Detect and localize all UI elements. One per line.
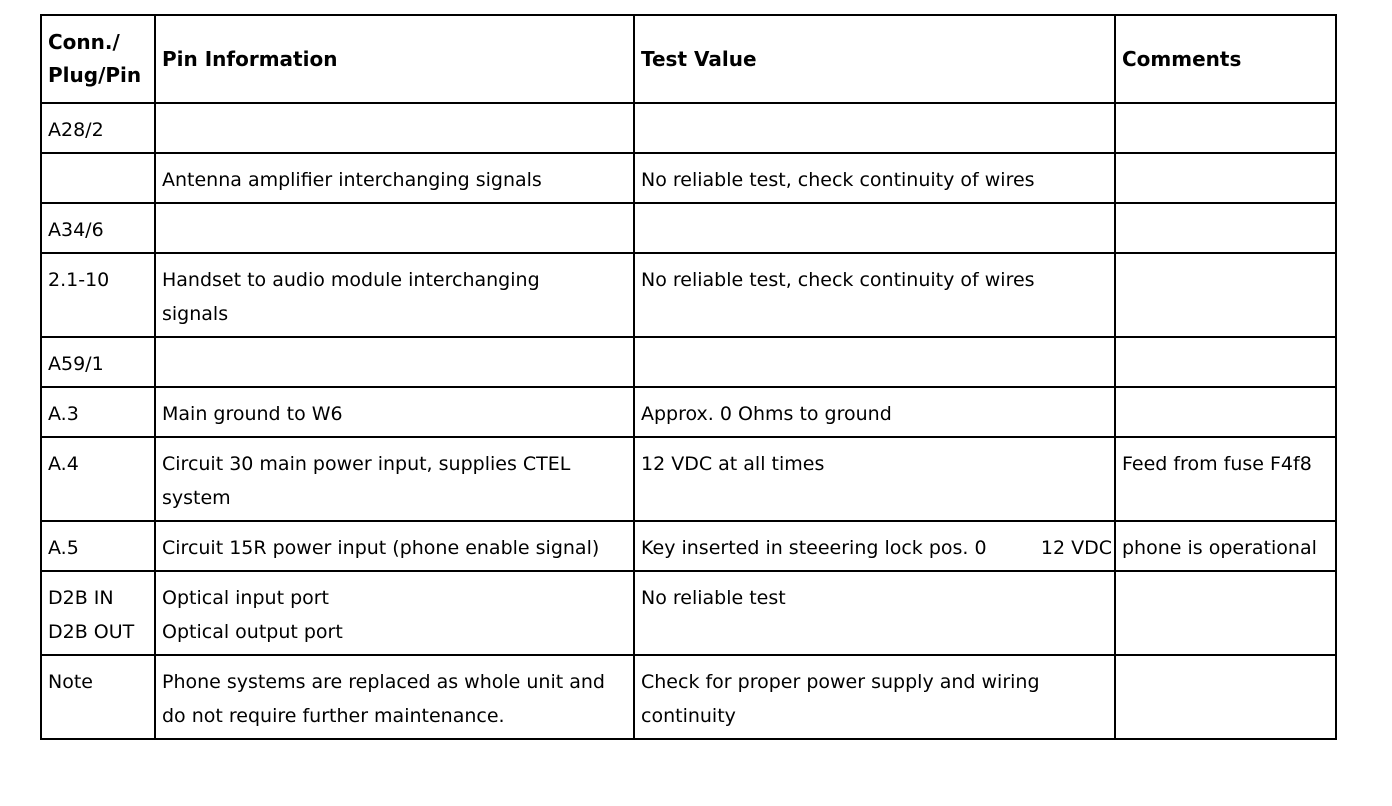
note-row: [41, 655, 1336, 739]
table-row: [41, 203, 1336, 253]
pin-info-cell: [155, 203, 634, 253]
pin-info-cell: Handset to audio module interchanging signals: [155, 253, 634, 337]
test-value-cell: [634, 521, 1115, 571]
test-value-voltage: 12 VDC: [1040, 537, 1112, 559]
conn-cell: A.4: [41, 437, 155, 521]
pin-info-cell: Main ground to W6: [155, 387, 634, 437]
comments-cell: [1115, 253, 1336, 337]
conn-cell: A28/2: [41, 103, 155, 153]
test-value-cell: [634, 203, 1115, 253]
conn-cell: A59/1: [41, 337, 155, 387]
comments-cell: [1115, 153, 1336, 203]
test-value-cell: [634, 103, 1115, 153]
comments-cell: [1115, 571, 1336, 655]
pin-info-cell: Antenna amplifier interchanging signals: [155, 153, 634, 203]
test-value-cell: Check for proper power supply and wiring continuity: [634, 655, 1115, 739]
table-row: [41, 103, 1336, 153]
pin-info-cell: Circuit 30 main power input, supplies CTEL system: [155, 437, 634, 521]
header-comments: Comments: [1115, 15, 1336, 103]
pin-info-cell: [155, 337, 634, 387]
test-value-cell: No reliable test: [634, 571, 1115, 655]
comments-cell: [1115, 337, 1336, 387]
table-row: [41, 387, 1336, 437]
test-value-cell: Approx. 0 Ohms to ground: [634, 387, 1115, 437]
conn-cell: A.3: [41, 387, 155, 437]
test-value-cell: [634, 337, 1115, 387]
comments-cell: phone is operational: [1115, 521, 1336, 571]
table-row: [41, 437, 1336, 521]
header-pin-information: Pin Information: [155, 15, 634, 103]
comments-cell: Feed from fuse F4f8: [1115, 437, 1336, 521]
test-value-cell: 12 VDC at all times: [634, 437, 1115, 521]
pin-info-cell: Phone systems are replaced as whole unit and do not require further maintenance.: [155, 655, 634, 739]
pin-info-cell: Circuit 15R power input (phone enable signal): [155, 521, 634, 571]
table-row: [41, 253, 1336, 337]
pin-information-table: [40, 14, 1337, 740]
pin-info-cell: [155, 103, 634, 153]
test-value-condition: Key inserted in steeering lock pos. 0: [641, 537, 987, 559]
header-row: [41, 15, 1336, 103]
comments-cell: [1115, 387, 1336, 437]
header-conn-plug-pin: Conn./ Plug/Pin: [41, 15, 155, 103]
conn-cell: A34/6: [41, 203, 155, 253]
conn-cell: D2B IN D2B OUT: [41, 571, 155, 655]
table-row: [41, 153, 1336, 203]
conn-cell: [41, 153, 155, 203]
test-value-cell: No reliable test, check continuity of wires: [634, 253, 1115, 337]
table-row: [41, 571, 1336, 655]
conn-cell: A.5: [41, 521, 155, 571]
pin-info-cell: Optical input port Optical output port: [155, 571, 634, 655]
conn-cell: 2.1-10: [41, 253, 155, 337]
comments-cell: [1115, 203, 1336, 253]
table-row: [41, 521, 1336, 571]
comments-cell: [1115, 655, 1336, 739]
comments-cell: [1115, 103, 1336, 153]
header-test-value: Test Value: [634, 15, 1115, 103]
note-label: Note: [41, 655, 155, 739]
test-value-cell: No reliable test, check continuity of wires: [634, 153, 1115, 203]
table-row: [41, 337, 1336, 387]
